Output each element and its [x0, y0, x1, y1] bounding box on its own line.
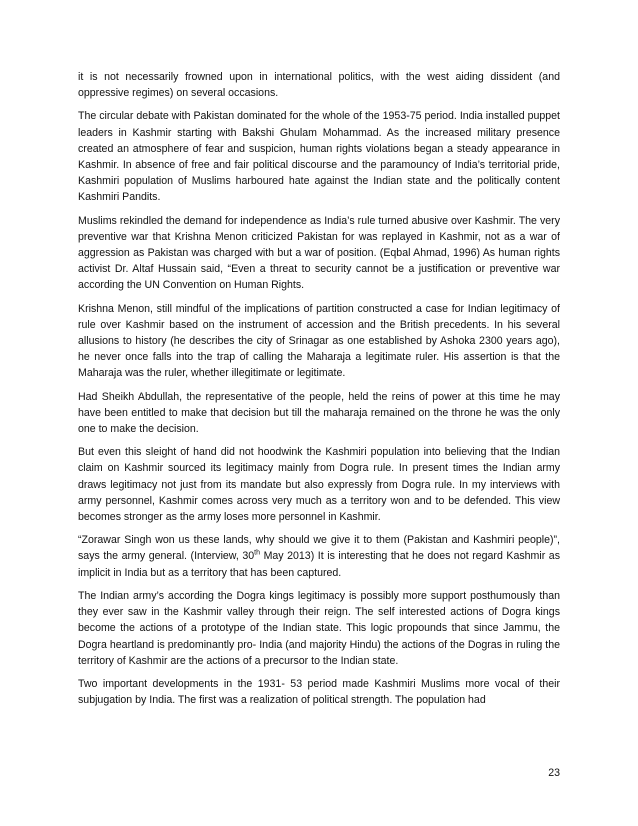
paragraph: it is not necessarily frowned upon in international politics, with the west aiding dissident (and oppressive regimes) on several occasions.	[78, 71, 560, 100]
paragraph: Two important developments in the 1931- 53 period made Kashmiri Muslims more vocal of their subjugation by India. The first was a realization of political strength. The population had	[78, 677, 560, 707]
paragraph: But even this sleight of hand did not hoodwink the Kashmiri population into believing that the Indian claim on Kashmir sourced its legitimacy mainly from Dogra rule. In present times the Indian army draws legitimacy not just from its mandate but also expressly from Dogra rule. In my interviews with army personnel, Kashmir comes across very much as a territory won and to be defended. This view becomes stronger as the army loses more personnel in Kashmir.	[78, 446, 560, 524]
page-number: 23	[548, 767, 560, 779]
quote-text-end: May 2013) It is interesting that he does not regard Kashmir as implicit in India but as a territory that has been captured.	[78, 550, 560, 579]
paragraph: The Indian army’s according the Dogra kings legitimacy is possibly more support posthumously than they ever saw in the Kashmir valley through their reign. The self interested actions of Dogra kings become the actions of a prototype of the Indian state. This logic propounds that since Jammu, the Dogra heartland is predominantly pro- India (and majority Hindu) the actions of the Dogras in ruling the territory of Kashmir are the actions of a precursor to the Indian state.	[78, 589, 560, 667]
page-body	[78, 69, 560, 715]
paragraph: Muslims rekindled the demand for independence as India’s rule turned abusive over Kashmir. The very preventive war that Krishna Menon criticized Pakistan for was replayed in Kashmir, not as a war of aggression as Pakistan was charged with but a war of position. (Eqbal Ahmad, 1996) As human rights activist Dr. Altaf Hussain said, “Even a threat to security cannot be a justification or preventive war according the UN Convention on Human Rights.	[78, 214, 560, 292]
ordinal-superscript: th	[254, 549, 261, 557]
paragraph: The circular debate with Pakistan dominated for the whole of the 1953-75 period. India installed puppet leaders in Kashmir starting with Bakshi Ghulam Mohammad. As the increased military presence created an atmosphere of fear and suspicion, human rights violations began a steady appearance in Kashmir. In absence of free and fair political discourse and the paramouncy of India’s territorial pride, Kashmiri population of Muslims harboured hate against the Indian state and the politically content Kashmiri Pandits.	[78, 110, 560, 204]
quote-text-start: “Zorawar Singh won us these lands, why should we give it to them (Pakistan and Kashmiri people)”, says the army general. (Interview, 30	[78, 534, 560, 563]
quote-paragraph	[78, 532, 560, 581]
paragraph: Krishna Menon, still mindful of the implications of partition constructed a case for Indian legitimacy of rule over Kashmir based on the instrument of accession and the British precedents. In his several allusions to history (he describes the city of Srinagar as one established by Ashoka 2300 years ago), he never once falls into the trap of calling the Maharaja a legitimate ruler. His assertion is that the Maharaja was the ruler, whether illegitimate or legitimate.	[78, 302, 560, 380]
paragraph: Had Sheikh Abdullah, the representative of the people, held the reins of power at this time he may have been entitled to make that decision but till the maharaja remained on the throne he was the only one to make the decision.	[78, 390, 560, 436]
